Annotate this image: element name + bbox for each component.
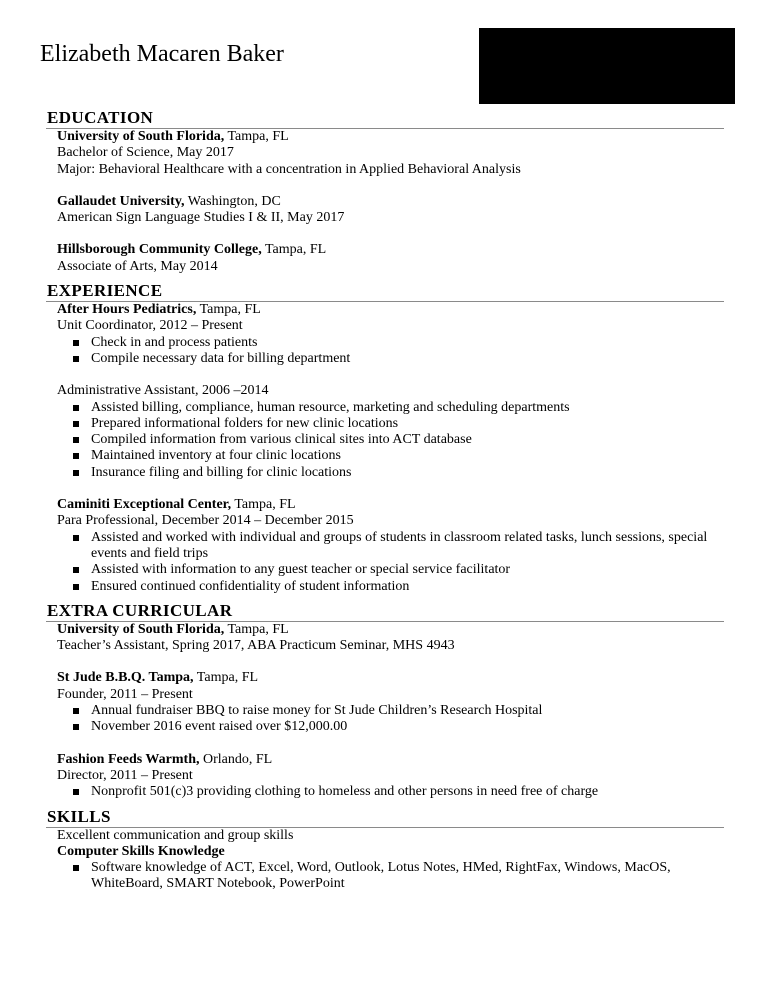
org-location: Tampa, FL	[224, 621, 289, 637]
bullet-item: Software knowledge of ACT, Excel, Word, Outlook, Lotus Notes, HMed, RightFax, Windows, MacOS, WhiteBoard, SMART Notebook, PowerPoint	[57, 860, 724, 893]
experience-entry	[57, 302, 724, 481]
org-name: Gallaudet University,	[57, 193, 185, 209]
redaction-block	[479, 28, 735, 104]
section-title: EXPERIENCE	[46, 281, 724, 302]
org-location: Tampa, FL	[224, 129, 289, 144]
bullet-item: Insurance filing and billing for clinic locations	[57, 465, 724, 481]
bullet-item: Nonprofit 501(c)3 providing clothing to homeless and other persons in need free of charge	[57, 784, 724, 800]
bullet-item: Annual fundraiser BBQ to raise money for St Jude Children’s Research Hospital	[57, 703, 724, 719]
org-location: Orlando, FL	[199, 751, 273, 767]
org-location: Tampa, FL	[261, 242, 327, 258]
org-name: University of South Florida,	[57, 129, 225, 144]
extra-entry	[57, 622, 724, 655]
skills-section	[44, 807, 724, 893]
org-location: Tampa, FL	[196, 302, 261, 318]
org-name: University of South Florida,	[57, 621, 225, 637]
education-entry	[57, 242, 724, 275]
entry-line: Major: Behavioral Healthcare with a concentration in Applied Behavioral Analysis	[57, 161, 521, 177]
org-location: Tampa, FL	[193, 670, 259, 686]
bullet-item: Maintained inventory at four clinic locations	[57, 448, 724, 464]
role-line: Unit Coordinator, 2012 – Present	[57, 318, 243, 334]
role-line: Administrative Assistant, 2006 –2014	[57, 383, 269, 399]
education-entry	[57, 194, 724, 227]
skill-line: Excellent communication and group skills	[57, 827, 294, 843]
extra-curricular-section	[44, 601, 724, 801]
org-name: Fashion Feeds Warmth,	[57, 751, 200, 767]
org-name: St Jude B.B.Q. Tampa,	[57, 670, 194, 686]
bullet-item: Assisted with information to any guest teacher or special service facilitator	[57, 562, 724, 578]
role-line: Director, 2011 – Present	[57, 767, 193, 783]
extra-entry	[57, 752, 724, 801]
org-name: Caminiti Exceptional Center,	[57, 497, 232, 513]
education-section	[44, 108, 724, 275]
bullet-item: Prepared informational folders for new clinic locations	[57, 416, 724, 432]
bullet-item: Assisted billing, compliance, human resource, marketing and scheduling departments	[57, 400, 724, 416]
org-name: Hillsborough Community College,	[57, 242, 262, 258]
org-name: After Hours Pediatrics,	[57, 302, 197, 318]
section-title: EXTRA CURRICULAR	[46, 601, 724, 622]
experience-section	[44, 281, 724, 595]
bullet-item: Compile necessary data for billing department	[57, 351, 724, 367]
section-title: EDUCATION	[46, 108, 724, 129]
role-line: Teacher’s Assistant, Spring 2017, ABA Practicum Seminar, MHS 4943	[57, 638, 455, 654]
role-line: Para Professional, December 2014 – December 2015	[57, 513, 354, 529]
bullet-item: November 2016 event raised over $12,000.00	[57, 719, 724, 735]
role-line: Founder, 2011 – Present	[57, 686, 193, 702]
bullet-item: Compiled information from various clinical sites into ACT database	[57, 432, 724, 448]
bullet-item: Check in and process patients	[57, 335, 724, 351]
extra-entry	[57, 670, 724, 735]
resume-body	[44, 108, 724, 893]
bullet-item: Ensured continued confidentiality of student information	[57, 579, 724, 595]
education-entry	[57, 129, 724, 178]
bullet-item: Assisted and worked with individual and groups of students in classroom related tasks, lunch sessions, special events and field trips	[57, 530, 724, 563]
resume-name: Elizabeth Macaren Baker	[40, 41, 284, 67]
experience-entry	[57, 497, 724, 595]
org-location: Washington, DC	[184, 193, 281, 209]
entry-line: American Sign Language Studies I & II, May 2017	[57, 210, 345, 226]
org-location: Tampa, FL	[231, 497, 296, 513]
skill-subhead: Computer Skills Knowledge	[57, 843, 225, 859]
entry-line: Associate of Arts, May 2014	[57, 258, 218, 274]
entry-line: Bachelor of Science, May 2017	[57, 145, 234, 161]
section-title: SKILLS	[46, 807, 724, 828]
